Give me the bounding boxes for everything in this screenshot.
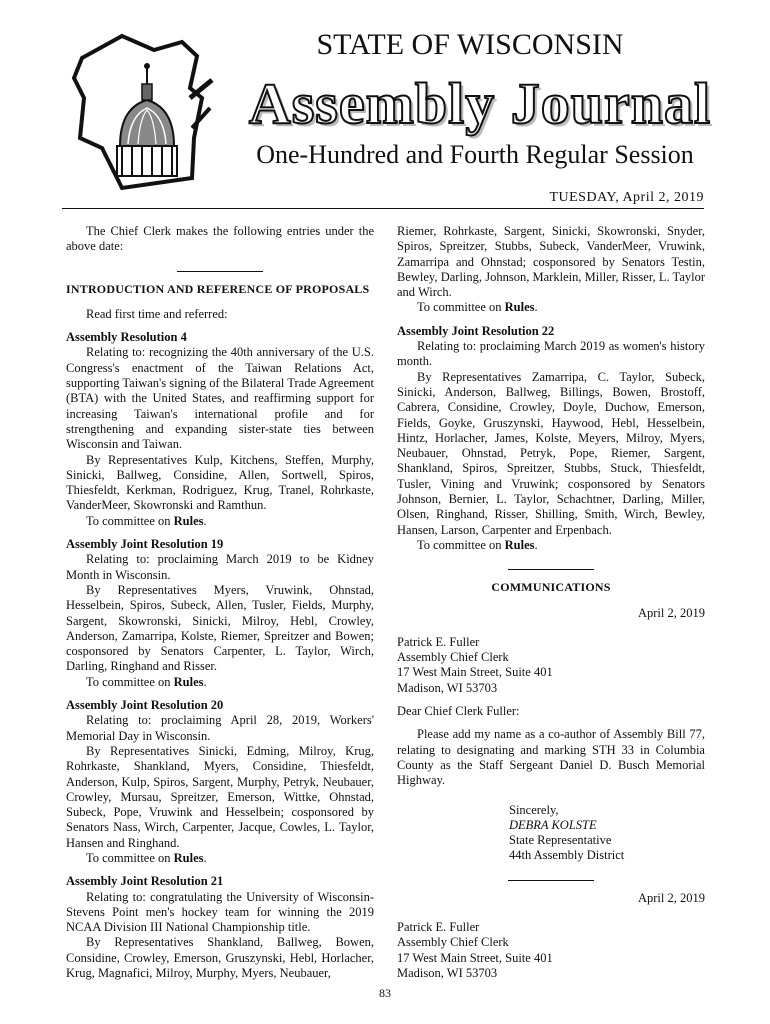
resolution-committee <box>66 514 374 529</box>
resolution-title: Assembly Joint Resolution 19 <box>66 537 224 552</box>
resolution-relating: Relating to: proclaiming April 28, 2019, Workers' Memorial Day in Wisconsin. <box>66 713 374 743</box>
section-divider <box>508 569 594 570</box>
letter-signature <box>509 803 705 864</box>
journal-title: Assembly Journal <box>248 71 712 136</box>
committee-period: . <box>534 537 538 552</box>
signature-name: DEBRA KOLSTE <box>509 817 597 832</box>
letter-body: Please add my name as a co-author of Assembly Bill 77, relating to designating and marking STH 33 in Columbia County as the Staff Sergeant Daniel D. Busch Memorial Highway. <box>397 727 705 788</box>
resolution-sponsors: By Representatives Sinicki, Edming, Milroy, Krug, Rohrkaste, Shankland, Myers, Considine, Thiesfeldt, Anderson, Kulp, Spiros, Sargent, Murphy, Petryk, Neubauer, Crowley, Mursau, Spreitzer, Emerson, Wittke, Ohnstad, Subeck, Pope, Vruwink and Hesselbein; cosponsored by Senators Nass, Wirch, Carpenter, Jacque, Cowles, L. Taylor, Hansen and Ringhand. <box>66 743 374 850</box>
committee-period: . <box>203 674 207 689</box>
committee-prefix: To committee on <box>417 537 505 552</box>
letter-salutation: Dear Chief Clerk Fuller: <box>397 704 520 719</box>
address-line: Madison, WI 53703 <box>397 680 498 695</box>
right-column <box>397 224 705 981</box>
address-line: 17 West Main Street, Suite 401 <box>397 665 553 680</box>
address-line: Patrick E. Fuller <box>397 634 480 649</box>
address-line: Assembly Chief Clerk <box>397 650 509 665</box>
resolution-title: Assembly Joint Resolution 21 <box>66 874 224 889</box>
journal-date: TUESDAY, April 2, 2019 <box>62 190 704 209</box>
section-divider <box>177 271 263 272</box>
letter-date: April 2, 2019 <box>637 890 705 905</box>
address-line: 17 West Main Street, Suite 401 <box>397 950 553 965</box>
intro-text: The Chief Clerk makes the following entries under the above date: <box>66 224 374 254</box>
read-first-text: Read first time and referred: <box>86 306 228 321</box>
resolution-relating: Relating to: congratulating the University of Wisconsin-Stevens Point men's hockey team for winning the 2019 NCAA Division III National Championship title. <box>66 889 374 935</box>
resolution-sponsors: By Representatives Zamarripa, C. Taylor, Subeck, Sinicki, Anderson, Ballweg, Billings, Bowen, Brostoff, Cabrera, Considine, Crowley, Doyle, Duchow, Emerson, Fields, Goyke, Gruszynski, Haywood, Hebl, Hesselbein, Hintz, Horlacher, James, Kolste, Meyers, Milroy, Myers, Neubauer, Ohnstad, Petryk, Pope, Riemer, Sargent, Shankland, Spiros, Spreitzer, Stubbs, Stuck, Thiesfeldt, Tusler, Vining and Vruwink; cosponsored by Senators Johnson, Bernier, L. Taylor, Schachtner, Darling, Miller, Olsen, Ringhand, Risser, Shilling, Smith, Wirch, Bewley, Hansen, Larson, Carpenter and Erpenbach. <box>397 369 705 537</box>
resolution-sponsors: By Representatives Shankland, Ballweg, Bowen, Considine, Crowley, Emerson, Gruszynski, Hebl, Horlacher, Krug, Magnafici, Milroy, Murphy, Myers, Neubauer, <box>66 935 374 981</box>
masthead <box>0 0 770 210</box>
committee-prefix: To committee on <box>86 850 174 865</box>
committee-period: . <box>203 513 207 528</box>
resolution-title: Assembly Joint Resolution 20 <box>66 698 224 713</box>
section-heading-proposals: INTRODUCTION AND REFERENCE OF PROPOSALS <box>66 281 370 296</box>
committee-prefix: To committee on <box>86 513 174 528</box>
resolution-relating: Relating to: proclaiming March 2019 as women's history month. <box>397 339 705 369</box>
committee-prefix: To committee on <box>417 300 505 315</box>
resolution-committee <box>66 675 374 690</box>
letter-address <box>397 635 705 696</box>
address-line: Patrick E. Fuller <box>397 919 480 934</box>
page-number: 83 <box>379 986 391 1000</box>
letter-divider <box>508 880 594 881</box>
signature-closing: Sincerely, <box>509 802 559 817</box>
session-title: One-Hundred and Fourth Regular Session <box>256 140 694 169</box>
committee-name: Rules <box>173 850 204 865</box>
letter-address <box>397 920 705 981</box>
resolution-title: Assembly Joint Resolution 22 <box>397 323 555 338</box>
committee-prefix: To committee on <box>86 674 174 689</box>
resolution-title: Assembly Resolution 4 <box>66 330 187 345</box>
resolution-committee <box>397 300 705 315</box>
resolution-sponsors: By Representatives Myers, Vruwink, Ohnstad, Hesselbein, Spiros, Subeck, Allen, Tusler, Fields, Murphy, Sargent, Skowronski, Sinicki, Milroy, Hebl, Crowley, Anderson, Zamarripa, Kolste, Riemer, Spreitzer and Bowen; cosponsored by Senators Carpenter, L. Taylor, Wirch, Darling, Ringhand and Risser. <box>66 582 374 674</box>
signature-role: State Representative <box>509 833 612 848</box>
address-line: Madison, WI 53703 <box>397 965 498 980</box>
committee-name: Rules <box>504 537 535 552</box>
committee-period: . <box>534 300 538 315</box>
signature-district: 44th Assembly District <box>509 848 625 863</box>
committee-name: Rules <box>173 513 204 528</box>
letter-date: April 2, 2019 <box>637 605 705 620</box>
resolution-sponsors-continued: Riemer, Rohrkaste, Sargent, Sinicki, Skowronski, Snyder, Spiros, Spreitzer, Stubbs, Subeck, VanderMeer, Vruwink, Zamarripa and Ohnstad; cosponsored by Senators Testin, Bewley, Darling, Johnson, Marklein, Miller, Risser, L. Taylor and Wirch. <box>397 224 705 300</box>
resolution-committee <box>66 851 374 866</box>
resolution-sponsors: By Representatives Kulp, Kitchens, Steffen, Murphy, Sinicki, Ballweg, Considine, Allen, Sortwell, Spiros, Thiesfeldt, Kerkman, Rodriguez, Krug, Tranel, Rohrkaste, VanderMeer, Skowronski and Ramthun. <box>66 452 374 513</box>
resolution-committee <box>397 538 705 553</box>
resolution-relating: Relating to: proclaiming March 2019 to be Kidney Month in Wisconsin. <box>66 552 374 582</box>
wisconsin-capitol-logo-icon <box>62 28 222 193</box>
left-column <box>66 224 374 981</box>
section-heading-communications: COMMUNICATIONS <box>491 580 611 595</box>
address-line: Assembly Chief Clerk <box>397 935 509 950</box>
committee-period: . <box>203 850 207 865</box>
resolution-relating: Relating to: recognizing the 40th anniversary of the U.S. Congress's enactment of the Taiwan Relations Act, supporting Taiwan's signing of the Bilateral Trade Agreement (BTA) with the United States, and reaffirming support for increasing Taiwan's international profile and for strengthening and expanding sister-state ties between Wisconsin and Taiwan. <box>66 345 374 452</box>
state-name: STATE OF WISCONSIN <box>316 28 624 61</box>
committee-name: Rules <box>173 674 204 689</box>
committee-name: Rules <box>504 300 535 315</box>
